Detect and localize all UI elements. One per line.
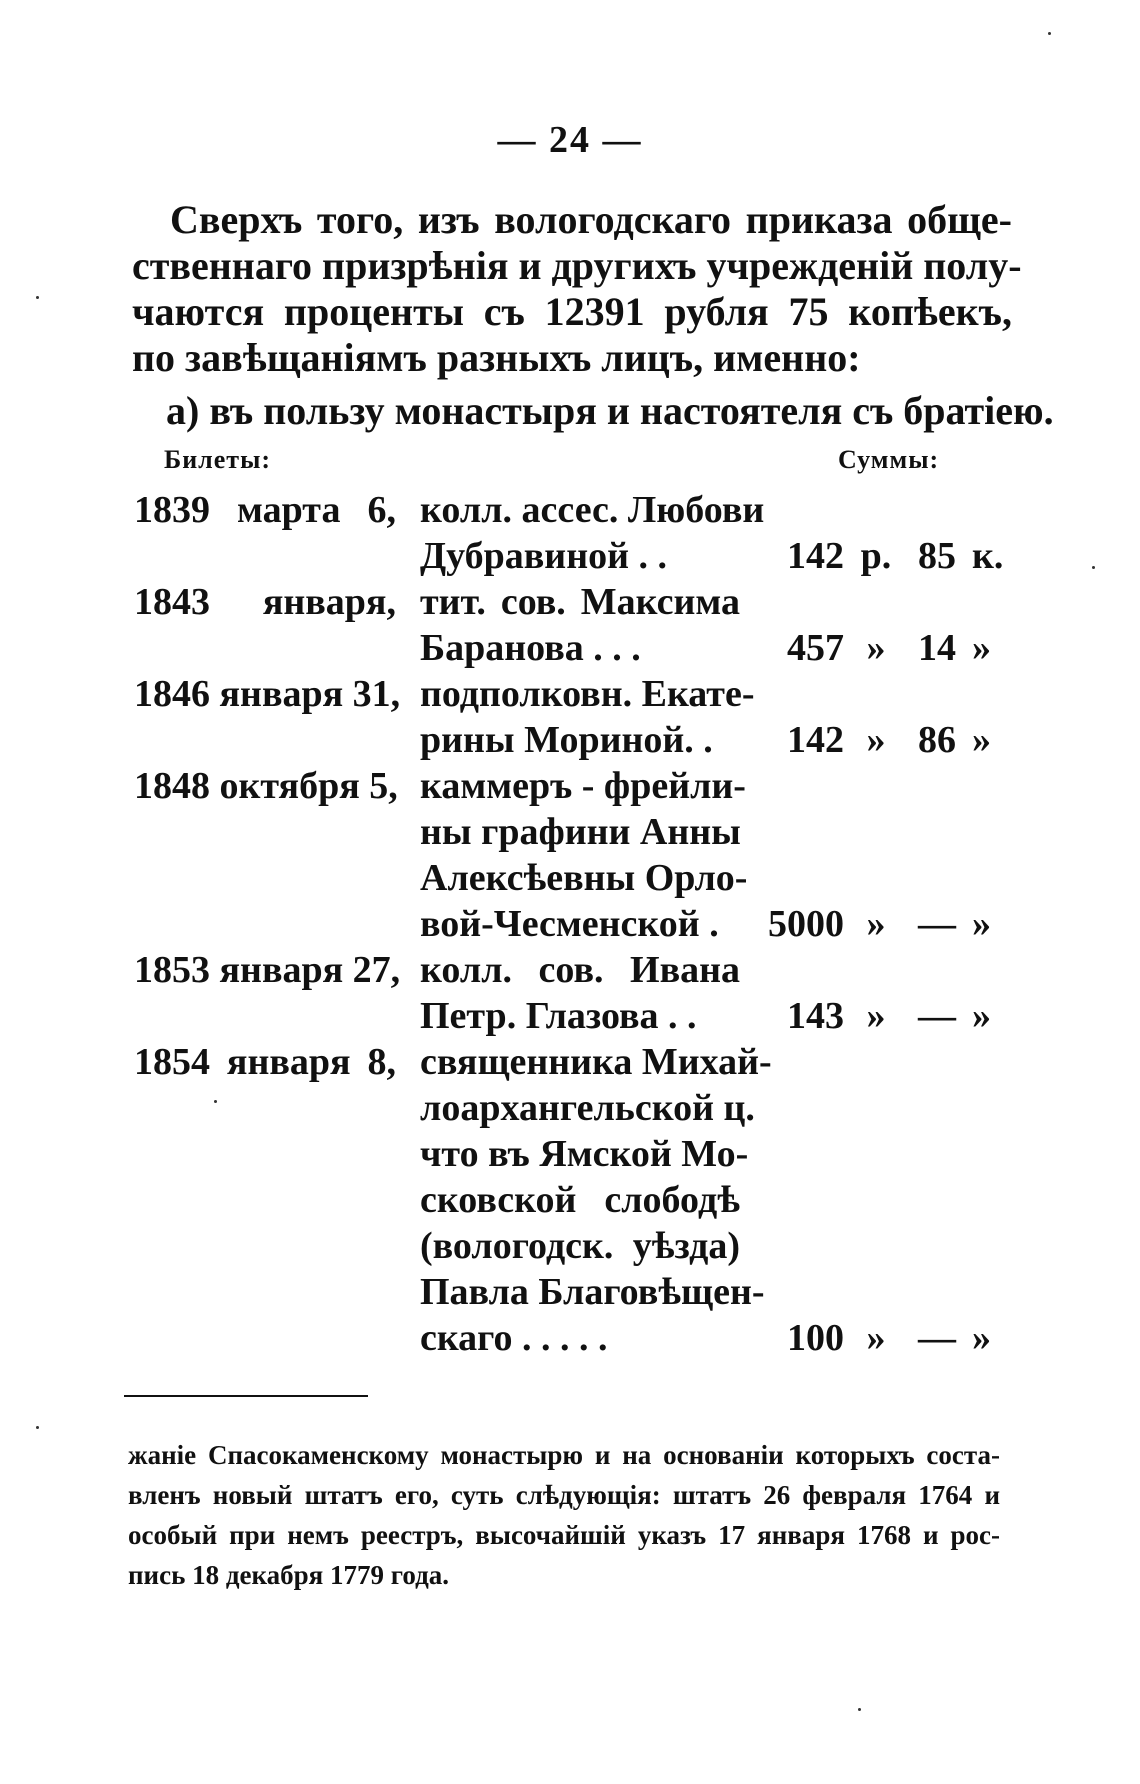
entry-description: Алексѣевны Орло- xyxy=(420,857,748,899)
scan-speck xyxy=(1092,566,1095,569)
entry-description: (вологодск. уѣзда) xyxy=(420,1225,740,1267)
entry-date: 1853 января 27, xyxy=(134,949,401,991)
entry-description: ны графини Анны xyxy=(420,811,741,853)
kopecks-unit: » xyxy=(972,995,991,1037)
footnote-line: пись 18 декабря 1779 года. xyxy=(128,1560,450,1590)
kopecks-unit: » xyxy=(972,627,991,669)
tickets-column-header: Билеты: xyxy=(164,445,272,474)
kopecks-unit: » xyxy=(972,1317,991,1359)
amount-kopecks: — xyxy=(918,995,956,1037)
amount-kopecks: 14 xyxy=(918,627,956,669)
footnote-separator xyxy=(124,1395,368,1397)
entry-description: подполковн. Екате- xyxy=(420,673,755,715)
rubles-unit: р. xyxy=(860,535,892,577)
page-number: — 24 — xyxy=(497,119,643,161)
entry-description: Дубравиной . . xyxy=(420,535,667,577)
footnote-line: жаніе Спасокаменскому монастырю и на основаніи которыхъ соста- xyxy=(128,1440,1000,1470)
entry-date: 1839 марта 6, xyxy=(134,489,396,531)
scan-speck xyxy=(858,1708,861,1711)
rubles-unit: » xyxy=(866,1317,886,1359)
amount-rubles: 143 xyxy=(787,995,844,1037)
amount-rubles: 142 xyxy=(787,535,844,577)
entry-description: скаго . . . . . xyxy=(420,1317,608,1359)
kopecks-unit: к. xyxy=(972,535,1004,577)
footnote-line: особый при немъ реестръ, высочайшій указъ 17 января 1768 и рос- xyxy=(128,1520,1000,1550)
entry-description: Павла Благовѣщен- xyxy=(420,1271,765,1313)
entry-description: Петр. Глазова . . xyxy=(420,995,697,1037)
scan-speck xyxy=(36,1426,39,1429)
amount-kopecks: — xyxy=(918,1317,956,1359)
rubles-unit: » xyxy=(866,903,886,945)
entry-date: 1843 января, xyxy=(134,581,396,623)
paragraph-line: чаются проценты съ 12391 рубля 75 копѣекъ, xyxy=(132,289,1012,334)
amount-kopecks: 86 xyxy=(918,719,956,761)
amount-rubles: 100 xyxy=(787,1317,844,1359)
rubles-unit: » xyxy=(866,995,886,1037)
entry-description: рины Мориной. . xyxy=(420,719,713,761)
entry-date: 1846 января 31, xyxy=(134,673,401,715)
rubles-unit: » xyxy=(866,627,886,669)
kopecks-unit: » xyxy=(972,903,991,945)
rubles-unit: » xyxy=(866,719,886,761)
amount-rubles: 142 xyxy=(787,719,844,761)
paragraph-line: ственнаго призрѣнія и другихъ учрежденій полу- xyxy=(132,243,1022,288)
kopecks-unit: » xyxy=(972,719,991,761)
entry-description: священника Михай- xyxy=(420,1041,772,1083)
entry-description: вой-Чесменской . xyxy=(420,903,719,945)
entry-description: Баранова . . . xyxy=(420,627,641,669)
amount-rubles: 5000 xyxy=(768,903,844,945)
paragraph-line: по завѣщаніямъ разныхъ лицъ, именно: xyxy=(132,335,861,380)
scan-speck xyxy=(214,1100,217,1103)
section-subheading: а) въ пользу монастыря и настоятеля съ братіею. xyxy=(166,388,1054,433)
entry-description: лоархангельской ц. xyxy=(420,1087,755,1129)
amount-rubles: 457 xyxy=(787,627,844,669)
entry-description: тит. сов. Максима xyxy=(420,581,740,623)
amount-kopecks: — xyxy=(918,903,956,945)
entry-description: колл. сов. Ивана xyxy=(420,949,740,991)
scan-speck xyxy=(36,296,39,299)
entry-description: что въ Ямской Мо- xyxy=(420,1133,749,1175)
amount-kopecks: 85 xyxy=(918,535,956,577)
paragraph-line: Сверхъ того, изъ вологодскаго приказа обще- xyxy=(170,197,1012,242)
footnote-line: вленъ новый штатъ его, суть слѣдующія: штатъ 26 февраля 1764 и xyxy=(128,1480,1000,1510)
entry-date: 1848 октября 5, xyxy=(134,765,398,807)
entry-description: каммеръ - фрейли- xyxy=(420,765,746,807)
entry-description: колл. ассес. Любови xyxy=(420,489,765,531)
scan-speck xyxy=(1048,32,1051,35)
entry-date: 1854 января 8, xyxy=(134,1041,396,1083)
entry-description: сковской слободѣ xyxy=(420,1179,740,1221)
sums-column-header: Суммы: xyxy=(838,445,940,474)
